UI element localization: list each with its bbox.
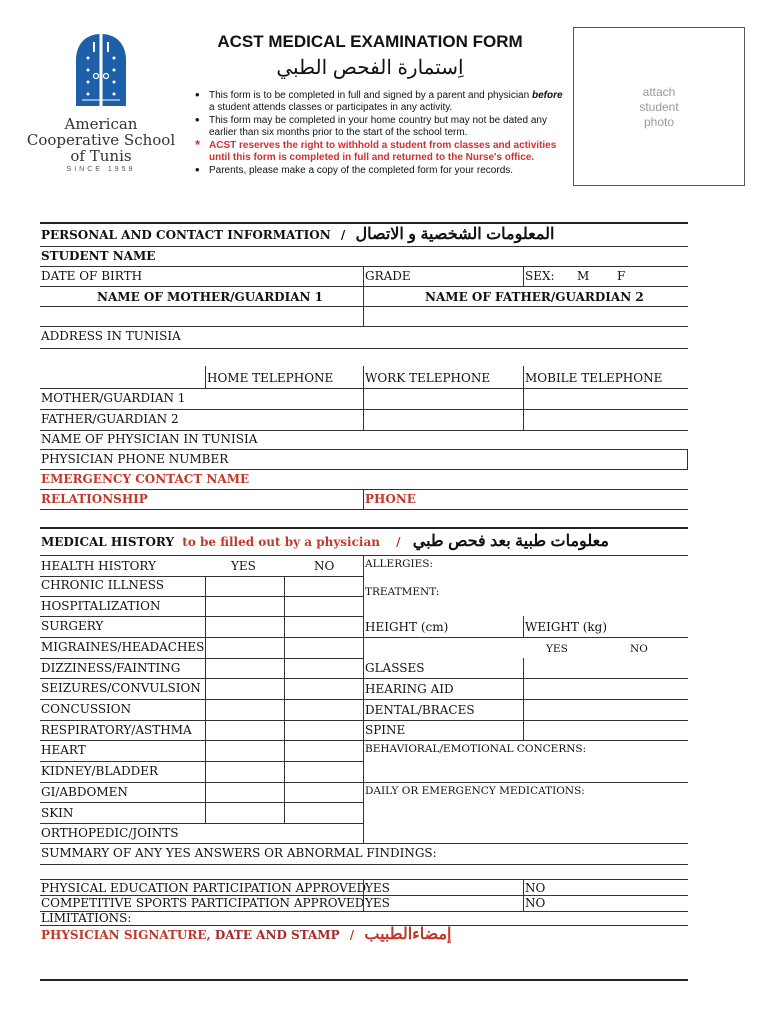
mother-row-label: MOTHER/GUARDIAN 1: [41, 391, 186, 405]
relationship-label: RELATIONSHIP: [41, 492, 148, 506]
work-tel-label: WORK TELEPHONE: [365, 371, 491, 385]
instruction-4: • Parents, please make a copy of the completed form for your records.: [195, 165, 570, 177]
condition-skin: SKIN: [41, 806, 74, 820]
condition-orthopedic: ORTHOPEDIC/JOINTS: [41, 826, 179, 840]
row-rule: [40, 266, 688, 267]
condition-concussion: CONCUSSION: [41, 702, 132, 716]
emergency-contact-label: EMERGENCY CONTACT NAME: [41, 472, 250, 486]
sports-approved-label: COMPETITIVE SPORTS PARTICIPATION APPROVED: [41, 896, 365, 910]
personal-heading: PERSONAL AND CONTACT INFORMATION / المعلومات الشخصية و الاتصال: [41, 226, 555, 243]
logo-line1: American: [64, 115, 138, 133]
medical-heading: MEDICAL HISTORY to be filled out by a physician / معلومات طبية بعد فحص طبي: [41, 533, 609, 550]
logo-since: SINCE 1959: [66, 166, 136, 173]
condition-seizures: SEIZURES/CONVULSION: [41, 681, 201, 695]
mobile-tel-label: MOBILE TELEPHONE: [525, 371, 663, 385]
condition-kidney: KIDNEY/BLADDER: [41, 764, 159, 778]
yes-no-checkbox-grid[interactable]: [205, 576, 363, 823]
photo-box[interactable]: [573, 27, 745, 186]
school-logo: [26, 30, 176, 180]
pe-approved-label: PHYSICAL EDUCATION PARTICIPATION APPROVED: [41, 881, 367, 895]
instruction-3: * ACST reserves the right to withhold a student from classes and activities until this form is completed in full and returned to the Nurse's office.: [195, 140, 570, 163]
personal-heading-arabic: المعلومات الشخصية و الاتصال: [355, 226, 555, 243]
father-row-label: FATHER/GUARDIAN 2: [41, 412, 179, 426]
condition-migraines: MIGRAINES/HEADACHES: [41, 640, 205, 654]
instruction-2: • This form may be completed in your home country but may not be dated any earlier than six months prior to the start of the school term.: [195, 115, 570, 138]
pe-no-option[interactable]: NO: [525, 881, 546, 895]
glasses-label: GLASSES: [365, 661, 425, 675]
condition-surgery: SURGERY: [41, 619, 104, 633]
condition-dizziness: DIZZINESS/FAINTING: [41, 661, 181, 675]
limitations-label: LIMITATIONS:: [41, 911, 132, 925]
photo-label-1: attach: [642, 85, 676, 99]
physician-signature-label: PHYSICIAN SIGNATURE, DATE AND STAMP / إمضاءالطبيب: [41, 926, 452, 943]
behavioral-label: BEHAVIORAL/EMOTIONAL CONCERNS:: [365, 743, 587, 755]
door-logo-icon: [36, 30, 166, 110]
photo-label-2: student: [639, 100, 679, 114]
grade-label: GRADE: [365, 269, 411, 283]
condition-heart: HEART: [41, 743, 86, 757]
no-column-header: NO: [314, 559, 335, 573]
row-rule: [40, 246, 688, 247]
daily-meds-label: DAILY OR EMERGENCY MEDICATIONS:: [365, 785, 585, 797]
height-label: HEIGHT (cm): [365, 620, 449, 634]
guardian1-label: NAME OF MOTHER/GUARDIAN 1: [97, 290, 323, 304]
condition-chronic-illness: CHRONIC ILLNESS: [41, 578, 164, 592]
allergies-label: ALLERGIES:: [365, 558, 434, 570]
address-label: ADDRESS IN TUNISIA: [41, 329, 181, 343]
photo-label-3: photo: [643, 115, 675, 129]
condition-gi: GI/ABDOMEN: [41, 785, 128, 799]
signature-line[interactable]: [40, 979, 688, 981]
sex-label: SEX:: [525, 269, 555, 283]
hearing-aid-label: HEARING AID: [365, 682, 454, 696]
section-rule: [40, 222, 688, 224]
instructions: [195, 90, 570, 179]
logo-line2: Cooperative School: [26, 131, 176, 149]
dob-label: DATE OF BIRTH: [41, 269, 143, 283]
weight-label: WEIGHT (kg): [525, 620, 608, 634]
section-rule: [40, 527, 688, 529]
logo-line3: of Tunis: [70, 147, 132, 165]
physician-phone-label: PHYSICIAN PHONE NUMBER: [41, 452, 229, 466]
health-history-label: HEALTH HISTORY: [41, 559, 157, 573]
physician-name-label: NAME OF PHYSICIAN IN TUNISIA: [41, 432, 258, 446]
summary-label: SUMMARY OF ANY YES ANSWERS OR ABNORMAL FINDINGS:: [41, 846, 437, 860]
physician-signature-arabic: إمضاءالطبيب: [364, 926, 452, 943]
student-name-label: STUDENT NAME: [41, 249, 156, 263]
guardian2-label: NAME OF FATHER/GUARDIAN 2: [425, 290, 644, 304]
pe-yes-option[interactable]: YES: [365, 881, 390, 895]
form-title-arabic: اِستمارة الفحص الطبي: [276, 57, 464, 79]
medical-heading-arabic: معلومات طبية بعد فحص طبي: [412, 533, 609, 550]
condition-hospitalization: HOSPITALIZATION: [41, 599, 161, 613]
dental-braces-label: DENTAL/BRACES: [365, 703, 475, 717]
yes-column-header: YES: [231, 559, 256, 573]
form-title: ACST MEDICAL EXAMINATION FORM: [217, 32, 523, 51]
sports-no-option[interactable]: NO: [525, 896, 546, 910]
instruction-1: • This form is to be completed in full and signed by a parent and physician before a student attends classes or participates in any activity.: [195, 90, 570, 113]
aids-yes-header: YES: [546, 643, 568, 655]
condition-respiratory: RESPIRATORY/ASTHMA: [41, 723, 192, 737]
spine-label: SPINE: [365, 723, 406, 737]
sex-m-option[interactable]: M: [577, 269, 590, 283]
sports-yes-option[interactable]: YES: [365, 896, 390, 910]
aids-no-header: NO: [630, 643, 648, 655]
home-tel-label: HOME TELEPHONE: [207, 371, 334, 385]
phone-label: PHONE: [365, 492, 416, 506]
treatment-label: TREATMENT:: [365, 586, 440, 598]
sex-f-option[interactable]: F: [617, 269, 626, 283]
